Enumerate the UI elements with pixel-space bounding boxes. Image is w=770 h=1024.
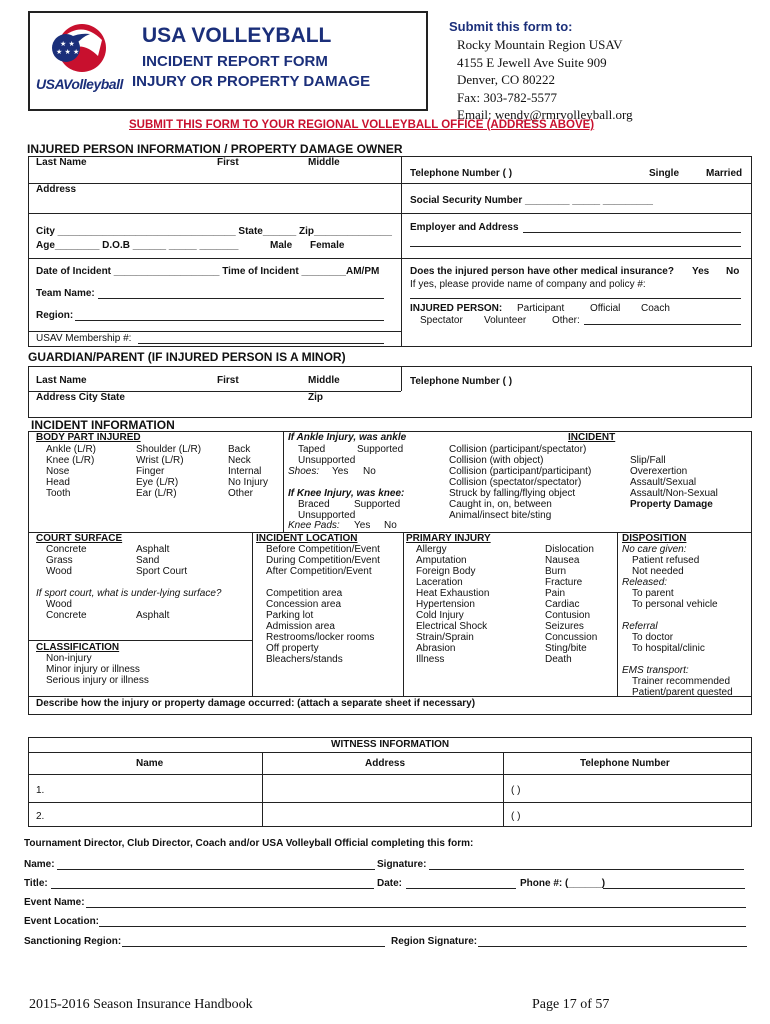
employer-input-line[interactable]: [523, 232, 741, 233]
address-label: Address: [36, 184, 77, 195]
injured-box: [28, 156, 752, 347]
body-part-option[interactable]: Knee (L/R): [46, 455, 95, 466]
last-name-label: Last Name: [36, 157, 87, 168]
body-part-option[interactable]: Nose: [46, 466, 70, 477]
disposition-list: [622, 544, 733, 698]
location-option[interactable]: Off property: [266, 643, 319, 654]
region-input[interactable]: [75, 320, 384, 321]
event-name-label: Event Name:: [24, 897, 85, 908]
city-state-zip-field[interactable]: City ________________________________ State______ Zip______________: [36, 226, 392, 237]
completer-title-label: Title:: [24, 878, 48, 889]
region-signature-input[interactable]: [478, 946, 747, 947]
primary-injury-option[interactable]: Nausea: [545, 555, 580, 566]
participant-option[interactable]: Participant: [517, 303, 565, 314]
signature-input[interactable]: [429, 869, 744, 870]
primary-injury-option[interactable]: Concussion: [545, 632, 598, 643]
primary-injury-option[interactable]: Sting/bite: [545, 643, 587, 654]
incident-type-col2: [630, 455, 718, 510]
event-location-input[interactable]: [99, 926, 746, 927]
body-part-option[interactable]: Ear (L/R): [136, 488, 177, 499]
disposition-option[interactable]: Patient refused: [632, 555, 700, 566]
address-block: [457, 36, 633, 124]
location-option[interactable]: Admission area: [266, 621, 335, 632]
witness-row-1-number: 1.: [36, 785, 45, 796]
knee-pads-yes-option[interactable]: Yes: [354, 520, 371, 531]
court-option[interactable]: Wood: [46, 566, 72, 577]
knee-unsupported-option[interactable]: Unsupported: [298, 510, 356, 521]
incident-type-option[interactable]: Assault/Sexual: [630, 477, 697, 488]
primary-injury-option[interactable]: Strain/Sprain: [416, 632, 474, 643]
middle-name-label: Middle: [308, 157, 340, 168]
form-title-line3: INJURY OR PROPERTY DAMAGE: [132, 73, 371, 90]
guardian-heading: GUARDIAN/PARENT (IF INJURED PERSON IS A MINOR): [28, 350, 346, 364]
team-name-label: Team Name:: [36, 288, 95, 299]
body-part-option[interactable]: Finger: [136, 466, 165, 477]
supported-option[interactable]: Supported: [357, 444, 404, 455]
primary-injury-col2: [545, 544, 597, 665]
disposition-option[interactable]: Trainer recommended: [632, 676, 731, 687]
body-part-option[interactable]: Neck: [228, 455, 251, 466]
body-part-option[interactable]: Head: [46, 477, 70, 488]
location-option[interactable]: After Competition/Event: [266, 566, 372, 577]
witness-row-2-number: 2.: [36, 811, 45, 822]
event-location-label: Event Location:: [24, 916, 100, 927]
address-line: Denver, CO 80222: [457, 72, 556, 87]
volunteer-option[interactable]: Volunteer: [484, 315, 527, 326]
body-part-option[interactable]: Tooth: [46, 488, 71, 499]
primary-injury-option[interactable]: Abrasion: [416, 643, 456, 654]
location-option[interactable]: Concession area: [266, 599, 342, 610]
body-part-option[interactable]: Back: [228, 444, 251, 455]
body-part-col1: [46, 444, 96, 499]
body-part-option[interactable]: Wrist (L/R): [136, 455, 184, 466]
completion-heading: Tournament Director, Club Director, Coach and/or USA Volleyball Official completing this form:: [24, 838, 474, 849]
guardian-address-label: Address City State: [36, 392, 125, 403]
location-option[interactable]: Competition area: [266, 588, 343, 599]
incident-type-option[interactable]: Collision (participant/participant): [449, 466, 592, 477]
witness-row-2-phone[interactable]: ( ): [511, 811, 521, 822]
primary-injury-option[interactable]: Pain: [545, 588, 566, 599]
married-option[interactable]: Married: [706, 168, 743, 179]
location-list-2: [266, 588, 374, 665]
footer-handbook: 2015-2016 Season Insurance Handbook: [29, 997, 253, 1012]
witness-heading: WITNESS INFORMATION: [331, 739, 450, 750]
completer-name-input[interactable]: [57, 869, 375, 870]
court-option[interactable]: Concrete: [46, 544, 87, 555]
incident-type-heading: INCIDENT: [568, 432, 616, 443]
describe-label: Describe how the injury or property damage occurred: (attach a separate sheet if necessary): [36, 698, 476, 709]
submit-banner: SUBMIT THIS FORM TO YOUR REGIONAL VOLLEYBALL OFFICE (ADDRESS ABOVE): [129, 119, 595, 131]
primary-injury-option[interactable]: Allergy: [416, 544, 447, 555]
body-part-option[interactable]: No Injury: [228, 477, 269, 488]
unsupported-option[interactable]: Unsupported: [298, 455, 356, 466]
primary-injury-option[interactable]: Foreign Body: [416, 566, 476, 577]
underlying-option[interactable]: Concrete: [46, 610, 87, 621]
incident-type-option[interactable]: Slip/Fall: [630, 455, 666, 466]
body-part-col3: [228, 444, 268, 499]
incident-type-col1: [449, 444, 591, 521]
witness-address-header: Address: [365, 758, 406, 769]
classification-heading: CLASSIFICATION: [36, 642, 120, 653]
classification-option[interactable]: Minor injury or illness: [46, 664, 140, 675]
date-label: Date:: [377, 878, 403, 889]
guardian-middle-label: Middle: [308, 375, 340, 386]
body-part-col2: [136, 444, 201, 499]
primary-injury-option[interactable]: Electrical Shock: [416, 621, 488, 632]
location-option[interactable]: During Competition/Event: [266, 555, 380, 566]
witness-box: [28, 737, 752, 827]
signature-label: Signature:: [377, 859, 427, 870]
other-input[interactable]: [584, 324, 741, 325]
witness-phone-header: Telephone Number: [580, 758, 670, 769]
body-part-option[interactable]: Internal: [228, 466, 262, 477]
address-line: Rocky Mountain Region USAV: [457, 37, 623, 52]
primary-injury-option[interactable]: Cold Injury: [416, 610, 464, 621]
classification-option[interactable]: Serious injury or illness: [46, 675, 149, 686]
court-option[interactable]: Sport Court: [136, 566, 188, 577]
disposition-option[interactable]: Patient/parent quested: [632, 687, 733, 698]
incident-type-option[interactable]: Overexertion: [630, 466, 688, 477]
date-time-field[interactable]: Date of Incident ___________________ Time of Incident ________AM/PM: [36, 266, 380, 277]
form-title-line2: INCIDENT REPORT FORM: [142, 53, 328, 70]
insurance-yes-option[interactable]: Yes: [692, 266, 710, 277]
form-title-line1: USA VOLLEYBALL: [142, 24, 332, 47]
completer-name-label: Name:: [24, 859, 55, 870]
classification-option[interactable]: Non-injury: [46, 653, 92, 664]
male-option[interactable]: Male: [270, 240, 293, 251]
witness-row-1-phone[interactable]: ( ): [511, 785, 521, 796]
released-label: Released:: [622, 577, 668, 588]
shoes-yes-option[interactable]: Yes: [332, 466, 349, 477]
phone-label: Phone #: (______): [520, 878, 606, 889]
primary-injury-option[interactable]: Laceration: [416, 577, 463, 588]
no-care-label: No care given:: [622, 544, 687, 555]
witness-name-header: Name: [136, 758, 164, 769]
incident-heading: INCIDENT INFORMATION: [31, 418, 175, 432]
primary-injury-option[interactable]: Burn: [545, 566, 567, 577]
body-part-option[interactable]: Eye (L/R): [136, 477, 179, 488]
other-insurance-question: Does the injured person have other medical insurance?: [410, 266, 674, 277]
primary-injury-option[interactable]: Seizures: [545, 621, 584, 632]
incident-type-option[interactable]: Assault/Non-Sexual: [630, 488, 718, 499]
incident-type-option[interactable]: Caught in, on, between: [449, 499, 552, 510]
single-option[interactable]: Single: [649, 168, 680, 179]
referral-label: Referral: [622, 621, 658, 632]
location-option[interactable]: Before Competition/Event: [266, 544, 380, 555]
court-option[interactable]: Asphalt: [136, 544, 170, 555]
location-option[interactable]: Bleachers/stands: [266, 654, 343, 665]
disposition-option[interactable]: To doctor: [632, 632, 674, 643]
guardian-box: [28, 366, 752, 418]
underlying-option[interactable]: Wood: [46, 599, 72, 610]
shoes-no-option[interactable]: No: [363, 466, 376, 477]
body-part-heading: BODY PART INJURED: [36, 432, 141, 443]
classification-list: [46, 653, 149, 686]
court-col2: [136, 544, 187, 577]
court-option[interactable]: Grass: [46, 555, 73, 566]
event-name-input[interactable]: [86, 907, 746, 908]
region-signature-label: Region Signature:: [391, 936, 478, 947]
guardian-first-label: First: [217, 375, 239, 386]
braced-option[interactable]: Braced: [298, 499, 330, 510]
insurance-policy-label: If yes, please provide name of company and policy #:: [410, 279, 646, 290]
svg-text:★ ★ ★: ★ ★ ★: [56, 48, 80, 56]
taped-option[interactable]: Taped: [298, 444, 326, 455]
primary-injury-option[interactable]: Amputation: [416, 555, 467, 566]
primary-injury-option[interactable]: Heat Exhaustion: [416, 588, 490, 599]
primary-injury-option[interactable]: Dislocation: [545, 544, 594, 555]
underlying-option[interactable]: Asphalt: [136, 610, 170, 621]
disposition-option[interactable]: To parent: [632, 588, 674, 599]
incident-type-option[interactable]: Animal/insect bite/sting: [449, 510, 552, 521]
injured-person-label: INJURED PERSON:: [410, 303, 503, 314]
date-input[interactable]: [406, 888, 516, 889]
completer-title-input[interactable]: [51, 888, 374, 889]
knee-pads-no-option[interactable]: No: [384, 520, 397, 531]
employer-label: Employer and Address: [410, 222, 519, 233]
court-col1: [46, 544, 87, 577]
female-option[interactable]: Female: [310, 240, 345, 251]
describe-input[interactable]: [29, 711, 751, 737]
primary-injury-option[interactable]: Death: [545, 654, 572, 665]
insurance-policy-line[interactable]: [410, 298, 741, 299]
address-line: 4155 E Jewell Ave Suite 909: [457, 54, 607, 70]
knee-heading: If Knee Injury, was knee:: [288, 488, 405, 499]
sport-court-question: If sport court, what is under-lying surface?: [36, 588, 222, 599]
disposition-option[interactable]: To hospital/clinic: [632, 643, 705, 654]
court-surface-heading: COURT SURFACE: [36, 533, 123, 544]
footer-page-number: Page 17 of 57: [532, 997, 610, 1012]
address-line: Fax: 303-782-5577: [457, 89, 558, 105]
coach-option[interactable]: Coach: [641, 303, 670, 314]
location-heading: INCIDENT LOCATION: [256, 533, 358, 544]
body-part-option[interactable]: Ankle (L/R): [46, 444, 97, 455]
guardian-telephone-label: Telephone Number ( ): [410, 376, 513, 387]
ems-label: EMS transport:: [622, 665, 689, 676]
email-line: Email: wendy@rmrvolleyball.org: [457, 107, 633, 122]
membership-label: USAV Membership #:: [36, 333, 132, 344]
underlying-col1: [46, 599, 87, 621]
injured-heading: INJURED PERSON INFORMATION / PROPERTY DAMAGE OWNER: [27, 142, 403, 156]
location-option[interactable]: Restrooms/locker rooms: [266, 632, 375, 643]
submit-label: Submit this form to:: [449, 19, 573, 34]
logo-wordmark: USAVolleyball: [36, 76, 123, 92]
body-part-option[interactable]: Shoulder (L/R): [136, 444, 202, 455]
incident-type-option[interactable]: Collision (with object): [449, 455, 544, 466]
sanctioning-region-input[interactable]: [122, 946, 385, 947]
svg-text:★ ★: ★ ★: [60, 40, 75, 48]
court-option[interactable]: Sand: [136, 555, 160, 566]
incident-type-option[interactable]: Collision (spectator/spectator): [449, 477, 582, 488]
knee-pads-label: Knee Pads:: [288, 520, 340, 531]
incident-type-option[interactable]: Collision (participant/spectator): [449, 444, 587, 455]
ankle-heading: If Ankle Injury, was ankle: [288, 432, 407, 443]
guardian-last-name-label: Last Name: [36, 375, 87, 386]
official-option[interactable]: Official: [590, 303, 621, 314]
location-list: [266, 544, 380, 577]
disposition-option[interactable]: Not needed: [632, 566, 684, 577]
usav-logo-icon: [40, 18, 108, 76]
spectator-option[interactable]: Spectator: [420, 315, 463, 326]
shoes-label: Shoes:: [288, 466, 320, 477]
insurance-no-option[interactable]: No: [726, 266, 740, 277]
employer-input-line-2[interactable]: [410, 246, 741, 247]
injured-divider: [401, 156, 402, 347]
knee-supported-option[interactable]: Supported: [354, 499, 401, 510]
telephone-label: Telephone Number ( ): [410, 168, 513, 179]
primary-injury-col1: [416, 544, 489, 665]
body-part-option[interactable]: Other: [228, 488, 254, 499]
sanctioning-region-label: Sanctioning Region:: [24, 936, 122, 947]
primary-injury-heading: PRIMARY INJURY: [406, 533, 491, 544]
primary-injury-option[interactable]: Hypertension: [416, 599, 475, 610]
team-name-input[interactable]: [98, 298, 384, 299]
guardian-zip-label: Zip: [308, 392, 323, 403]
property-damage-option[interactable]: Property Damage: [630, 499, 713, 510]
location-option[interactable]: Parking lot: [266, 610, 314, 621]
primary-injury-option[interactable]: Fracture: [545, 577, 583, 588]
disposition-option[interactable]: To personal vehicle: [632, 599, 718, 610]
region-label: Region:: [36, 310, 74, 321]
ssn-field[interactable]: Social Security Number ________ _____ _________: [410, 195, 653, 206]
primary-injury-option[interactable]: Contusion: [545, 610, 591, 621]
other-option[interactable]: Other:: [552, 315, 580, 326]
primary-injury-option[interactable]: Illness: [416, 654, 445, 665]
age-dob-field[interactable]: Age________ D.O.B ______ _____ _______: [36, 240, 239, 251]
first-name-label: First: [217, 157, 239, 168]
disposition-heading: DISPOSITION: [622, 533, 687, 544]
incident-type-option[interactable]: Struck by falling/flying object: [449, 488, 576, 499]
phone-input[interactable]: [603, 888, 745, 889]
primary-injury-option[interactable]: Cardiac: [545, 599, 580, 610]
membership-input[interactable]: [138, 343, 384, 344]
